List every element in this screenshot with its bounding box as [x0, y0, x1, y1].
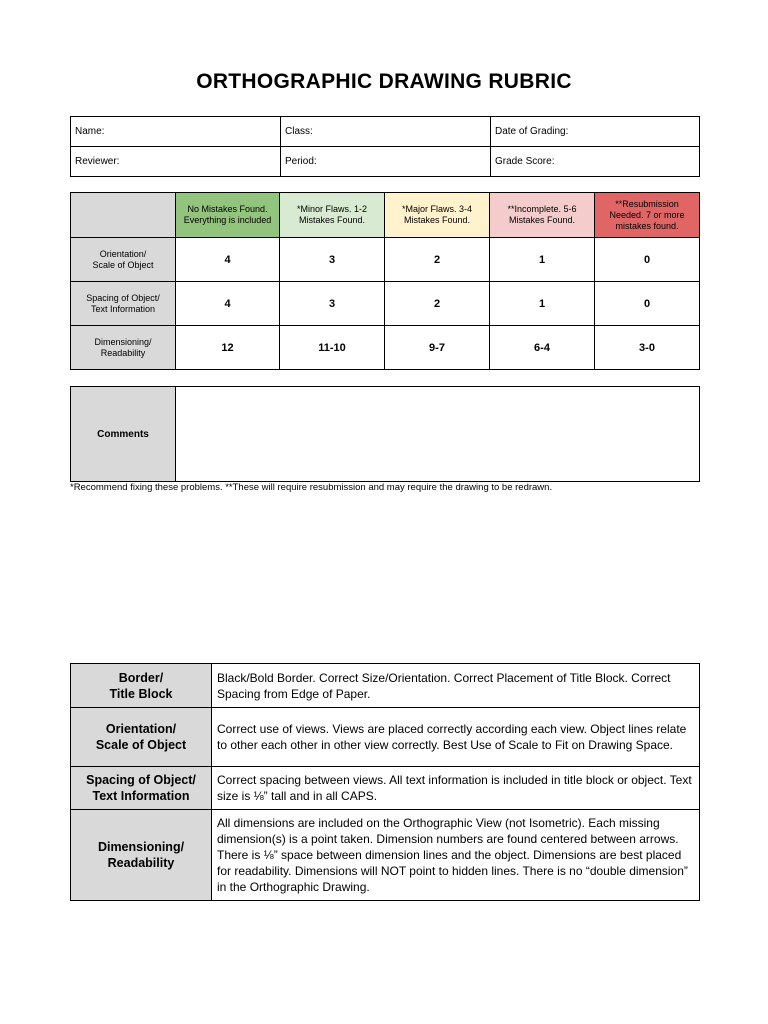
class-field[interactable]: Class: — [281, 117, 491, 147]
score-row — [71, 238, 700, 282]
score-cell[interactable]: 6-4 — [490, 326, 595, 370]
score-cell[interactable]: 3 — [280, 282, 385, 326]
score-cell[interactable]: 3-0 — [595, 326, 700, 370]
period-field[interactable]: Period: — [281, 147, 491, 177]
criteria-description: Black/Bold Border. Correct Size/Orientation. Correct Placement of Title Block. Correct Spacing from Edge of Paper. — [212, 664, 700, 708]
criteria-table — [70, 663, 700, 901]
score-cell[interactable]: 3 — [280, 238, 385, 282]
criteria-description: Correct use of views. Views are placed correctly according each view. Object lines relate to other each other in other view correctly. Best Use of Scale to Fit on Drawing Space. — [212, 708, 700, 767]
score-header-resubmission: **Resubmission Needed. 7 or more mistakes found. — [595, 193, 700, 238]
score-cell[interactable]: 1 — [490, 238, 595, 282]
score-row-label: Spacing of Object/ Text Information — [71, 282, 176, 326]
criteria-label: Border/ Title Block — [71, 664, 212, 708]
criteria-label: Dimensioning/ Readability — [71, 810, 212, 901]
score-table — [70, 192, 700, 370]
score-cell[interactable]: 9-7 — [385, 326, 490, 370]
score-cell[interactable]: 2 — [385, 238, 490, 282]
score-corner-cell — [71, 193, 176, 238]
footnote: *Recommend fixing these problems. **These will require resubmission and may require the drawing to be redrawn. — [70, 482, 553, 493]
score-cell[interactable]: 4 — [176, 238, 280, 282]
criteria-row — [71, 664, 700, 708]
score-cell[interactable]: 12 — [176, 326, 280, 370]
score-cell[interactable]: 11-10 — [280, 326, 385, 370]
grade-score-field[interactable]: Grade Score: — [491, 147, 700, 177]
score-header-incomplete: **Incomplete. 5-6 Mistakes Found. — [490, 193, 595, 238]
comments-table — [70, 386, 700, 482]
score-row-label: Orientation/ Scale of Object — [71, 238, 176, 282]
score-cell[interactable]: 0 — [595, 238, 700, 282]
comments-label: Comments — [71, 387, 176, 482]
score-cell[interactable]: 1 — [490, 282, 595, 326]
score-header-minor: *Minor Flaws. 1-2 Mistakes Found. — [280, 193, 385, 238]
page-title: ORTHOGRAPHIC DRAWING RUBRIC — [196, 70, 572, 93]
score-cell[interactable]: 4 — [176, 282, 280, 326]
score-row — [71, 282, 700, 326]
score-header-no-mistakes: No Mistakes Found. Everything is included — [176, 193, 280, 238]
criteria-row — [71, 767, 700, 810]
score-row — [71, 326, 700, 370]
criteria-description: All dimensions are included on the Orthographic View (not Isometric). Each missing dimension(s) is a point taken. Dimension numbers are found centered between arrows. There is ⅛” space between dimension lines and the object. Dimensions are best placed for readability. Dimensions will NOT point to hidden lines. There is no “double dimension” in the Orthographic Drawing. — [212, 810, 700, 901]
criteria-row — [71, 810, 700, 901]
name-field[interactable]: Name: — [71, 117, 281, 147]
score-cell[interactable]: 0 — [595, 282, 700, 326]
criteria-row — [71, 708, 700, 767]
info-table — [70, 116, 700, 177]
comments-field[interactable] — [176, 387, 700, 482]
criteria-label: Orientation/ Scale of Object — [71, 708, 212, 767]
score-row-label: Dimensioning/ Readability — [71, 326, 176, 370]
reviewer-field[interactable]: Reviewer: — [71, 147, 281, 177]
score-cell[interactable]: 2 — [385, 282, 490, 326]
criteria-description: Correct spacing between views. All text information is included in title block or object. Text size is ⅛” tall and in all CAPS. — [212, 767, 700, 810]
date-of-grading-field[interactable]: Date of Grading: — [491, 117, 700, 147]
score-header-major: *Major Flaws. 3-4 Mistakes Found. — [385, 193, 490, 238]
criteria-label: Spacing of Object/ Text Information — [71, 767, 212, 810]
